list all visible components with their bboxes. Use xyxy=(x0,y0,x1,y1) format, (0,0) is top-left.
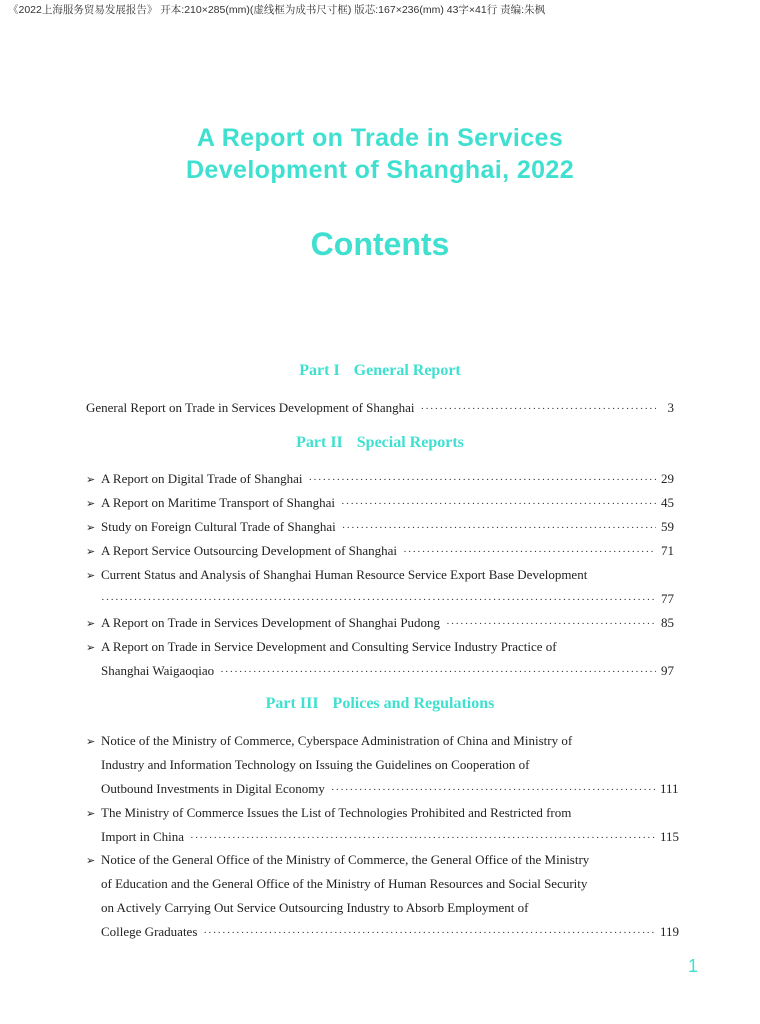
leader-dots xyxy=(331,778,656,802)
contents-heading: Contents xyxy=(310,226,450,262)
toc-entry-page: 77 xyxy=(661,591,674,606)
toc-entry[interactable] xyxy=(86,563,674,587)
toc-entry-title: Study on Foreign Cultural Trade of Shanghai xyxy=(101,519,336,534)
toc-entry-page: 71 xyxy=(661,543,674,558)
leader-dots xyxy=(446,612,656,636)
toc-entry[interactable] xyxy=(86,491,674,515)
arrow-bullet-icon: ➢ xyxy=(86,497,96,510)
toc-entry-title-line: Industry and Information Technology on Issuing the Guidelines on Cooperation of xyxy=(101,757,530,772)
toc-entry-title: A Report on Trade in Services Development of Shanghai Pudong xyxy=(101,615,441,630)
part-2-heading xyxy=(0,434,760,452)
arrow-bullet-icon: ➢ xyxy=(86,545,96,558)
part-3-name: Polices and Regulations xyxy=(332,695,495,712)
leader-dots xyxy=(203,921,656,945)
toc-entry-title: A Report on Digital Trade of Shanghai xyxy=(101,471,303,486)
toc-entry-page: 59 xyxy=(661,519,674,534)
page-number: 1 xyxy=(687,956,698,976)
leader-dots xyxy=(220,660,656,684)
toc-entry-title-line: of Education and the General Office of the Ministry of Human Resources and Social Security xyxy=(101,876,588,891)
toc-entry-continuation[interactable] xyxy=(101,777,679,801)
arrow-bullet-icon: ➢ xyxy=(86,854,96,867)
toc-entry-title: Notice of the Ministry of Commerce, Cyberspace Administration of China and Ministry of xyxy=(101,733,573,748)
toc-entry-continuation[interactable] xyxy=(101,920,680,944)
toc-entry-title: Current Status and Analysis of Shanghai Human Resource Service Export Base Development xyxy=(101,567,588,582)
arrow-bullet-icon: ➢ xyxy=(86,569,96,582)
toc-entry-title: A Report on Trade in Service Development and Consulting Service Industry Practice of xyxy=(101,639,557,654)
part-2-name: Special Reports xyxy=(356,434,464,451)
part-3-label: Part III xyxy=(265,695,319,712)
leader-dots xyxy=(403,540,656,564)
toc-entry[interactable] xyxy=(86,611,674,635)
leader-dots xyxy=(421,397,656,421)
toc-entry-page: 119 xyxy=(660,924,680,939)
toc-entry-page: 111 xyxy=(660,781,679,796)
toc-entry-page: 97 xyxy=(661,663,674,678)
report-title-line-1: A Report on Trade in Services xyxy=(196,124,564,152)
part-1-name: General Report xyxy=(353,362,461,379)
toc-entry-title: A Report on Maritime Transport of Shanghai xyxy=(101,495,335,510)
toc-entry-title-line: on Actively Carrying Out Service Outsourcing Industry to Absorb Employment of xyxy=(101,900,529,915)
arrow-bullet-icon: ➢ xyxy=(86,641,96,654)
toc-entry-continuation[interactable] xyxy=(101,825,680,849)
toc-entry-title: General Report on Trade in Services Development of Shanghai xyxy=(86,400,415,415)
toc-entry-continuation[interactable] xyxy=(101,659,674,683)
leader-dots xyxy=(190,826,656,850)
report-title-line-2: Development of Shanghai, 2022 xyxy=(185,156,575,184)
part-1-label: Part I xyxy=(299,362,340,379)
leader-dots xyxy=(309,468,657,492)
arrow-bullet-icon: ➢ xyxy=(86,521,96,534)
toc-entry-title-last-line: Import in China xyxy=(101,829,185,844)
toc-entry-title-last-line: Outbound Investments in Digital Economy xyxy=(101,781,325,796)
part-2-label: Part II xyxy=(296,434,343,451)
toc-entry[interactable] xyxy=(86,515,674,539)
toc-entry[interactable] xyxy=(86,848,674,872)
arrow-bullet-icon: ➢ xyxy=(86,735,96,748)
toc-entry-page: 115 xyxy=(660,829,680,844)
print-header: 《2022上海服务贸易发展报告》 开本:210×285(mm)(虚线框为成书尺寸框) 版芯:167×236(mm) 43字×41行 责编:朱枫 xyxy=(8,4,546,16)
toc-entry-title: A Report Service Outsourcing Development of Shanghai xyxy=(101,543,398,558)
toc-entry[interactable] xyxy=(86,729,674,753)
arrow-bullet-icon: ➢ xyxy=(86,473,96,486)
leader-dots xyxy=(341,492,656,516)
leader-dots xyxy=(101,588,656,612)
toc-entry[interactable] xyxy=(86,467,674,491)
arrow-bullet-icon: ➢ xyxy=(86,617,96,630)
leader-dots xyxy=(342,516,656,540)
toc-entry-continuation[interactable] xyxy=(101,587,674,611)
part-1-heading xyxy=(0,362,760,380)
toc-entry[interactable] xyxy=(86,635,674,659)
toc-entry-title: The Ministry of Commerce Issues the List of Technologies Prohibited and Restricted from xyxy=(101,805,572,820)
toc-entry-title: Notice of the General Office of the Ministry of Commerce, the General Office of the Ministry xyxy=(101,852,590,867)
toc-entry[interactable] xyxy=(86,539,674,563)
toc-entry[interactable] xyxy=(86,801,674,825)
arrow-bullet-icon: ➢ xyxy=(86,807,96,820)
toc-entry-title-last-line: College Graduates xyxy=(101,924,198,939)
toc-entry-page: 85 xyxy=(661,615,674,630)
toc-entry-page: 45 xyxy=(661,495,674,510)
toc-entry-page: 29 xyxy=(661,471,674,486)
toc-entry-page: 3 xyxy=(667,400,674,415)
toc-entry[interactable] xyxy=(86,396,674,420)
toc-entry-title-last-line: Shanghai Waigaoqiao xyxy=(101,663,215,678)
part-3-heading xyxy=(0,695,760,713)
